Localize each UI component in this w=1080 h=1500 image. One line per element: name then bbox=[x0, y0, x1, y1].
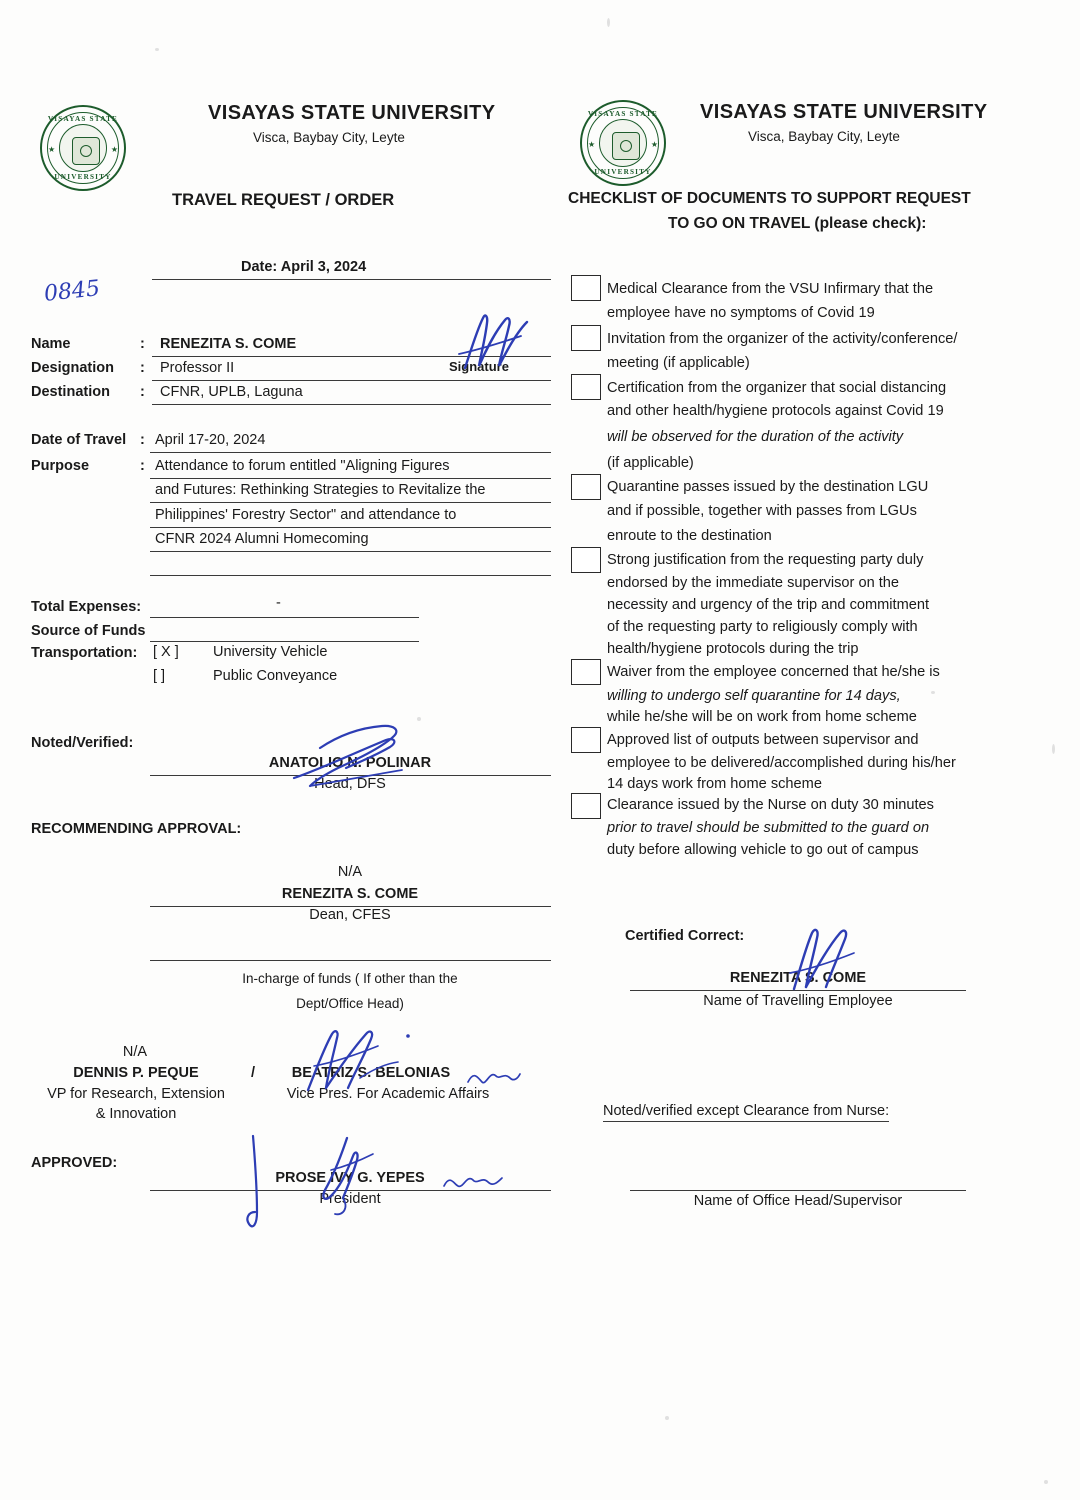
checklist-item-7-line-3: 14 days work from home scheme bbox=[607, 776, 822, 792]
address-left: Visca, Baybay City, Leyte bbox=[253, 130, 405, 145]
dual-sign-right-name: BEATRIZ S. BELONIAS bbox=[291, 1065, 451, 1081]
purpose-line-3: Philippines' Forestry Sector" and attendance to bbox=[155, 507, 457, 523]
transport-option-label-1: University Vehicle bbox=[213, 644, 328, 660]
checkbox-waiver[interactable] bbox=[571, 659, 601, 685]
checklist-item-6-line-2: willing to undergo self quarantine for 14 days, bbox=[607, 688, 901, 704]
checklist-item-4-line-2: and if possible, together with passes from LGUs bbox=[607, 503, 917, 519]
total-expenses-label: Total Expenses: bbox=[31, 599, 142, 615]
checklist-item-6-line-3: while he/she will be on work from home scheme bbox=[607, 709, 917, 725]
incharge-note-line1: In-charge of funds ( If other than the bbox=[242, 971, 458, 986]
seal-arc-bottom-text: UNIVERSITY bbox=[54, 173, 112, 181]
checkbox-strong-justification[interactable] bbox=[571, 547, 601, 573]
field-colon-designation: : bbox=[140, 360, 145, 376]
certified-correct-caption: Name of Travelling Employee bbox=[703, 993, 893, 1009]
address-right: Visca, Baybay City, Leyte bbox=[748, 129, 900, 144]
travel-date-rule bbox=[150, 452, 551, 453]
destination-rule bbox=[152, 404, 551, 405]
scan-artifact bbox=[665, 1416, 669, 1420]
dual-sign-left-name: DENNIS P. PEQUE bbox=[73, 1065, 199, 1081]
recommending-approval-heading: RECOMMENDING APPROVAL: bbox=[31, 821, 242, 837]
incharge-rule bbox=[150, 960, 551, 961]
field-label-date-of-travel: Date of Travel bbox=[31, 432, 127, 448]
purpose-rule-5 bbox=[150, 575, 551, 576]
recommending-approval-position: Dean, CFES bbox=[309, 907, 391, 923]
checkbox-nurse-clearance[interactable] bbox=[571, 793, 601, 819]
scan-artifact bbox=[417, 717, 421, 721]
certified-correct-name: RENEZITA S. COME bbox=[729, 970, 867, 986]
purpose-line-1: Attendance to forum entitled "Aligning Figures bbox=[155, 458, 450, 474]
checklist-item-1-line-2: employee have no symptoms of Covid 19 bbox=[607, 305, 875, 321]
checklist-item-3-line-4: (if applicable) bbox=[607, 455, 694, 471]
approved-heading: APPROVED: bbox=[31, 1155, 118, 1171]
checklist-item-8-line-1: Clearance issued by the Nurse on duty 30 minutes bbox=[607, 797, 934, 813]
transportation-label: Transportation: bbox=[31, 645, 138, 661]
checkbox-invitation[interactable] bbox=[571, 325, 601, 351]
noted-verified-name: ANATOLIO N. POLINAR bbox=[268, 755, 432, 771]
seal-arc-bottom-text-right: UNIVERSITY bbox=[594, 168, 652, 176]
field-label-purpose: Purpose bbox=[31, 458, 90, 474]
name-rule bbox=[152, 356, 551, 357]
seal-arc-top-text: VISAYAS STATE bbox=[47, 115, 119, 123]
checklist-item-7-line-2: employee to be delivered/accomplished during his/her bbox=[607, 755, 956, 771]
dual-sign-right-position: Vice Pres. For Academic Affairs bbox=[286, 1086, 490, 1102]
certified-correct-rule bbox=[630, 990, 966, 991]
document-title-left: TRAVEL REQUEST / ORDER bbox=[172, 191, 395, 209]
checkbox-medical-clearance[interactable] bbox=[571, 275, 601, 301]
office-head-rule bbox=[630, 1190, 966, 1191]
source-of-funds-label: Source of Funds bbox=[31, 623, 146, 639]
purpose-line-4: CFNR 2024 Alumni Homecoming bbox=[155, 531, 369, 547]
recommending-approval-name: RENEZITA S. COME bbox=[281, 886, 419, 902]
field-label-designation: Designation bbox=[31, 360, 114, 376]
checklist-item-5-line-3: necessity and urgency of the trip and commitment bbox=[607, 597, 930, 613]
transport-option-label-2: Public Conveyance bbox=[213, 668, 338, 684]
purpose-rule-2 bbox=[150, 502, 551, 503]
total-expenses-value: - bbox=[276, 595, 281, 611]
dual-sign-separator: / bbox=[250, 1065, 256, 1081]
checkbox-quarantine-passes[interactable] bbox=[571, 474, 601, 500]
incharge-note-line2: Dept/Office Head) bbox=[296, 996, 404, 1011]
transport-option-box-2[interactable]: [ ] bbox=[153, 668, 166, 684]
noted-verified-position: Head, DFS bbox=[314, 776, 386, 792]
checklist-item-4-line-3: enroute to the destination bbox=[607, 528, 772, 544]
field-value-name: RENEZITA S. COME bbox=[160, 336, 297, 352]
checklist-item-2-line-1: Invitation from the organizer of the activity/conference/ bbox=[607, 331, 958, 347]
field-value-destination: CFNR, UPLB, Laguna bbox=[160, 384, 303, 400]
field-label-name: Name bbox=[31, 336, 71, 352]
checklist-item-3-line-1: Certification from the organizer that social distancing bbox=[607, 380, 947, 396]
checklist-item-7-line-1: Approved list of outputs between supervisor and bbox=[607, 732, 919, 748]
university-seal-left: VISAYAS STATE UNIVERSITY ★ ★ bbox=[40, 105, 126, 191]
scan-artifact bbox=[1044, 1480, 1048, 1484]
noted-verified-except-label: Noted/verified except Clearance from Nurse: bbox=[603, 1103, 889, 1122]
checklist-item-5-line-1: Strong justification from the requesting party duly bbox=[607, 552, 924, 568]
field-value-designation: Professor II bbox=[160, 360, 235, 376]
checkbox-certification[interactable] bbox=[571, 374, 601, 400]
checklist-item-5-line-2: endorsed by the immediate supervisor on the bbox=[607, 575, 900, 591]
certified-correct-heading: Certified Correct: bbox=[625, 928, 745, 944]
seal-arc-top-text-right: VISAYAS STATE bbox=[587, 110, 659, 118]
handwritten-stamp-number: 0845 bbox=[42, 276, 102, 307]
signature-caption: Signature bbox=[449, 359, 509, 374]
field-colon-travel: : bbox=[140, 432, 145, 448]
dual-sign-na: N/A bbox=[122, 1044, 148, 1060]
page-title-left: VISAYAS STATE UNIVERSITY bbox=[208, 102, 496, 124]
designation-rule bbox=[152, 380, 551, 381]
field-colon-destination: : bbox=[140, 384, 145, 400]
recommending-approval-na: N/A bbox=[337, 864, 363, 880]
purpose-line-2: and Futures: Rethinking Strategies to Revitalize the bbox=[155, 482, 486, 498]
field-label-destination: Destination bbox=[31, 384, 110, 400]
purpose-rule-3 bbox=[150, 527, 551, 528]
scan-artifact bbox=[607, 18, 610, 27]
noted-verified-heading: Noted/Verified: bbox=[31, 735, 134, 751]
dual-sign-left-position-line1: VP for Research, Extension bbox=[47, 1086, 225, 1102]
date-label: Date: April 3, 2024 bbox=[241, 259, 367, 275]
checklist-item-5-line-4: of the requesting party to religiously comply with bbox=[607, 619, 918, 635]
purpose-rule-1 bbox=[150, 478, 551, 479]
checklist-item-3-line-2: and other health/hygiene protocols against Covid 19 bbox=[607, 403, 944, 419]
date-rule bbox=[152, 279, 551, 280]
transport-option-box-1[interactable]: [ X ] bbox=[153, 644, 179, 660]
scan-artifact bbox=[1052, 744, 1055, 754]
scan-artifact bbox=[931, 691, 935, 694]
checklist-title-line1: CHECKLIST OF DOCUMENTS TO SUPPORT REQUEST bbox=[568, 190, 971, 207]
purpose-rule-4 bbox=[150, 551, 551, 552]
approved-name: PROSE IVY G. YEPES bbox=[275, 1170, 425, 1186]
dual-sign-left-position-line2: & Innovation bbox=[95, 1106, 177, 1122]
checkbox-approved-outputs[interactable] bbox=[571, 727, 601, 753]
office-head-caption: Name of Office Head/Supervisor bbox=[693, 1193, 903, 1209]
checklist-item-8-line-3: duty before allowing vehicle to go out of campus bbox=[607, 842, 919, 858]
checklist-item-6-line-1: Waiver from the employee concerned that he/she is bbox=[607, 664, 940, 680]
checklist-item-1-line-1: Medical Clearance from the VSU Infirmary that the bbox=[607, 281, 934, 297]
checklist-item-5-line-5: health/hygiene protocols during the trip bbox=[607, 641, 859, 657]
field-colon-name: : bbox=[140, 336, 145, 352]
field-value-date-of-travel: April 17-20, 2024 bbox=[155, 432, 266, 448]
total-expenses-rule bbox=[150, 617, 419, 618]
checklist-item-8-line-2: prior to travel should be submitted to the guard on bbox=[607, 820, 930, 836]
scan-artifact bbox=[155, 48, 159, 51]
page-title-right: VISAYAS STATE UNIVERSITY bbox=[700, 101, 988, 123]
field-colon-purpose: : bbox=[140, 458, 145, 474]
checklist-item-4-line-1: Quarantine passes issued by the destination LGU bbox=[607, 479, 929, 495]
checklist-item-3-line-3: will be observed for the duration of the activity bbox=[607, 429, 904, 445]
university-seal-right: VISAYAS STATE UNIVERSITY ★ ★ bbox=[580, 100, 666, 186]
source-of-funds-rule bbox=[150, 641, 419, 642]
approved-position: President bbox=[319, 1191, 381, 1207]
checklist-item-2-line-2: meeting (if applicable) bbox=[607, 355, 750, 371]
checklist-title-line2: TO GO ON TRAVEL (please check): bbox=[668, 215, 927, 232]
